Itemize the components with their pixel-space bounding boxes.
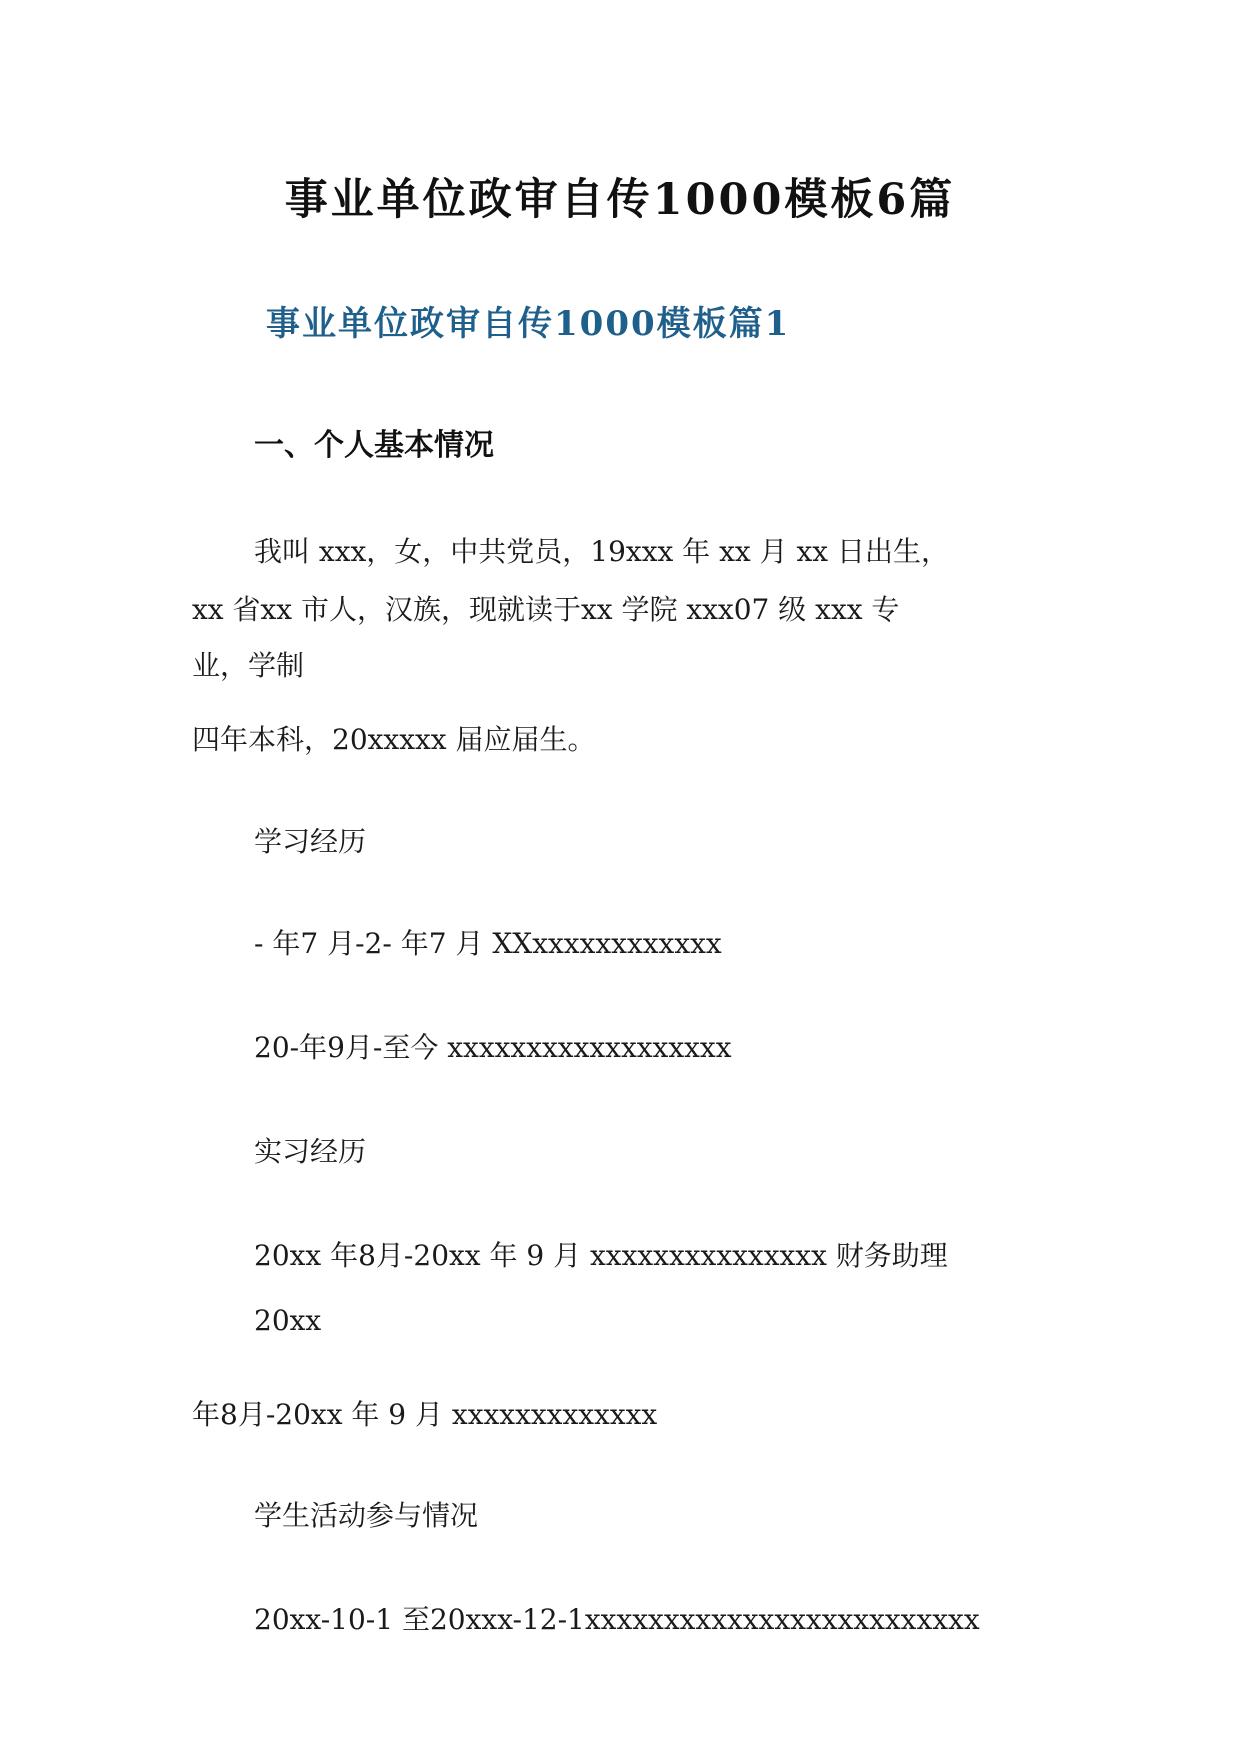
paragraph-line: 实习经历 (254, 1135, 367, 1168)
paragraph-line: 年8月-20xx 年 9 月 xxxxxxxxxxxxx (192, 1398, 658, 1431)
paragraph-line: 20xx-10-1 至20xxx-12-1xxxxxxxxxxxxxxxxxxxxxxxxx (254, 1603, 980, 1636)
section-heading: 事业单位政审自传1000模板篇1 (266, 304, 791, 344)
paragraph-line: 我叫 xxx，女，中共党员，19xxx 年 xx 月 xx 日出生， (254, 535, 949, 568)
paragraph-line: 学习经历 (254, 825, 367, 858)
paragraph-line: 20xx 年8月-20xx 年 9 月 xxxxxxxxxxxxxxx 财务助理 (254, 1239, 948, 1272)
document-title: 事业单位政审自传1000模板6篇 (284, 175, 956, 225)
subheading-personal-info: 一、个人基本情况 (254, 428, 494, 463)
paragraph-line: 四年本科，20xxxxx 届应届生。 (192, 723, 596, 756)
paragraph-line: - 年7 月-2- 年7 月 XXxxxxxxxxxxxx (254, 927, 722, 960)
paragraph-line: xx 省xx 市人，汉族，现就读于xx 学院 xxx07 级 xxx 专 (192, 593, 900, 626)
paragraph-line: 学生活动参与情况 (254, 1499, 479, 1532)
paragraph-line: 20-年9月-至今 xxxxxxxxxxxxxxxxxx (254, 1031, 732, 1064)
paragraph-line: 业，学制 (192, 649, 305, 682)
paragraph-line: 20xx (254, 1304, 322, 1337)
